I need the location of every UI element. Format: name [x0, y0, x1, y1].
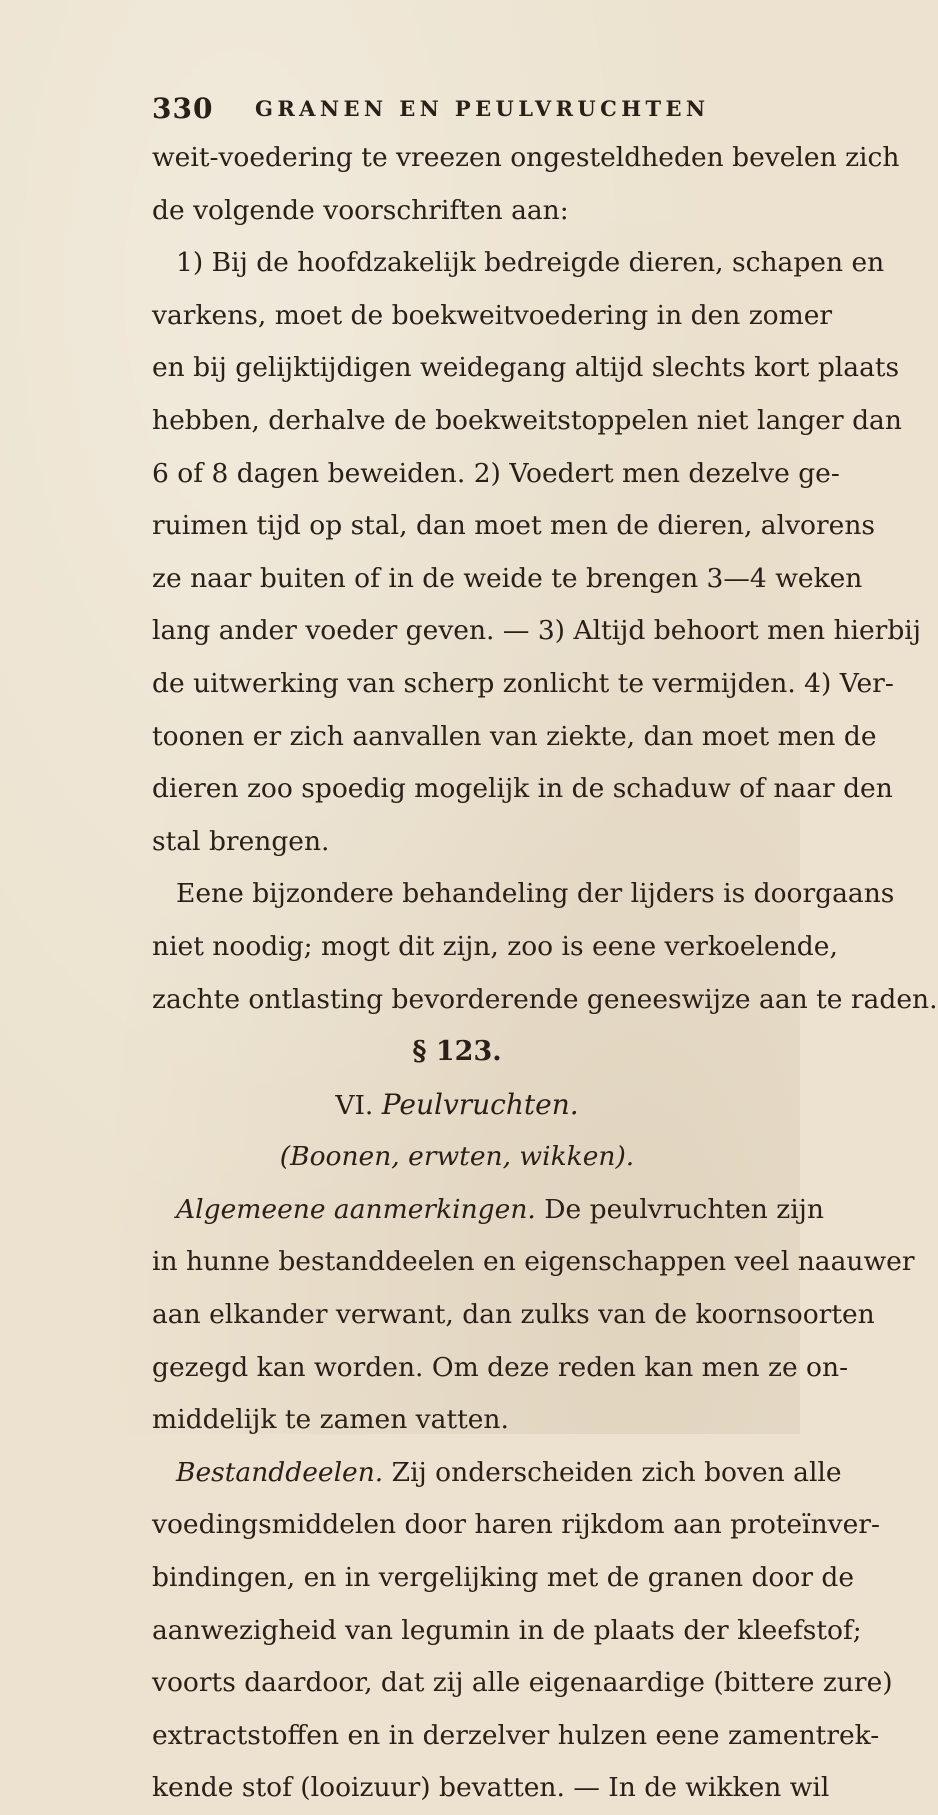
text-line: aan elkander verwant, dan zulks van de koornsoorten: [152, 1299, 875, 1331]
text-line: middelijk te zamen vatten.: [152, 1404, 509, 1436]
section-number-label: § 123.: [412, 1036, 502, 1068]
body-text: [152, 132, 938, 1815]
text-line: niet noodig; mogt dit zijn, zoo is eene verkoelende,: [152, 930, 838, 962]
text-line: varkens, moet de boekweitvoedering in den zomer: [152, 299, 833, 331]
text-line: Eene bijzondere behandeling der lijders is doorgaans: [176, 878, 895, 910]
text-line: in hunne bestanddeelen en eigenschappen veel naauwer: [152, 1246, 915, 1278]
section-title-number: VI.: [335, 1089, 374, 1121]
text-line: 1) Bij de hoofdzakelijk bedreigde dieren, schapen en: [176, 247, 885, 279]
page-header: [152, 92, 752, 132]
text-run: Zij onderscheiden zich boven alle: [391, 1456, 842, 1488]
text-line: voorts daardoor, dat zij alle eigenaardige (bittere zure): [152, 1667, 893, 1699]
section-number: [152, 1026, 762, 1079]
text-line: extractstoffen en in derzelver hulzen eene zamentrek-: [152, 1719, 880, 1751]
text-line: kende stof (looizuur) bevatten. — In de wikken wil: [152, 1772, 830, 1804]
text-line: voedingsmiddelen door haren rijkdom aan proteïnver-: [152, 1509, 880, 1541]
text-line: ruimen tijd op stal, dan moet men de dieren, alvorens: [152, 510, 876, 542]
text-line: gezegd kan worden. Om deze reden kan men ze on-: [152, 1351, 849, 1383]
text-line: [152, 1184, 824, 1237]
paragraph-lead: Algemeene aanmerkingen.: [176, 1193, 536, 1225]
text-line: dieren zoo spoedig mogelijk in de schaduw of naar den: [152, 773, 893, 805]
text-line: en bij gelijktijdigen weidegang altijd slechts kort plaats: [152, 352, 900, 384]
text-line: zachte ontlasting bevorderende geneeswijze aan te raden.: [152, 983, 938, 1015]
text-line: [152, 1447, 842, 1500]
text-line: bindingen, en in vergelijking met de granen door de: [152, 1562, 855, 1594]
running-head: GRANEN EN PEULVRUCHTEN: [255, 96, 710, 121]
text-line: aanwezigheid van legumin in de plaats der kleefstof;: [152, 1614, 862, 1646]
text-line: hebben, derhalve de boekweitstoppelen niet langer dan: [152, 404, 902, 436]
page-number: 330: [152, 92, 214, 125]
text-run: De peulvruchten zijn: [544, 1193, 824, 1225]
text-line: de volgende voorschriften aan:: [152, 194, 569, 226]
text-line: weit-voedering te vreezen ongesteldheden bevelen zich: [152, 142, 900, 173]
text-line: stal brengen.: [152, 825, 330, 857]
section-subtitle: (Boonen, erwten, wikken).: [279, 1141, 635, 1173]
section-title: [152, 1079, 762, 1132]
text-line: de uitwerking van scherp zonlicht te vermijden. 4) Ver-: [152, 667, 894, 699]
text-line: ze naar buiten of in de weide te brengen 3—4 weken: [152, 562, 863, 594]
text-line: lang ander voeder geven. — 3) Altijd behoort men hierbij: [152, 615, 921, 647]
text-line: toonen er zich aanvallen van ziekte, dan moet men de: [152, 720, 877, 752]
text-line: 6 of 8 dagen beweiden. 2) Voedert men dezelve ge-: [152, 457, 840, 489]
paragraph-lead: Bestanddeelen.: [176, 1456, 384, 1488]
section-title-text: Peulvruchten.: [381, 1087, 579, 1121]
